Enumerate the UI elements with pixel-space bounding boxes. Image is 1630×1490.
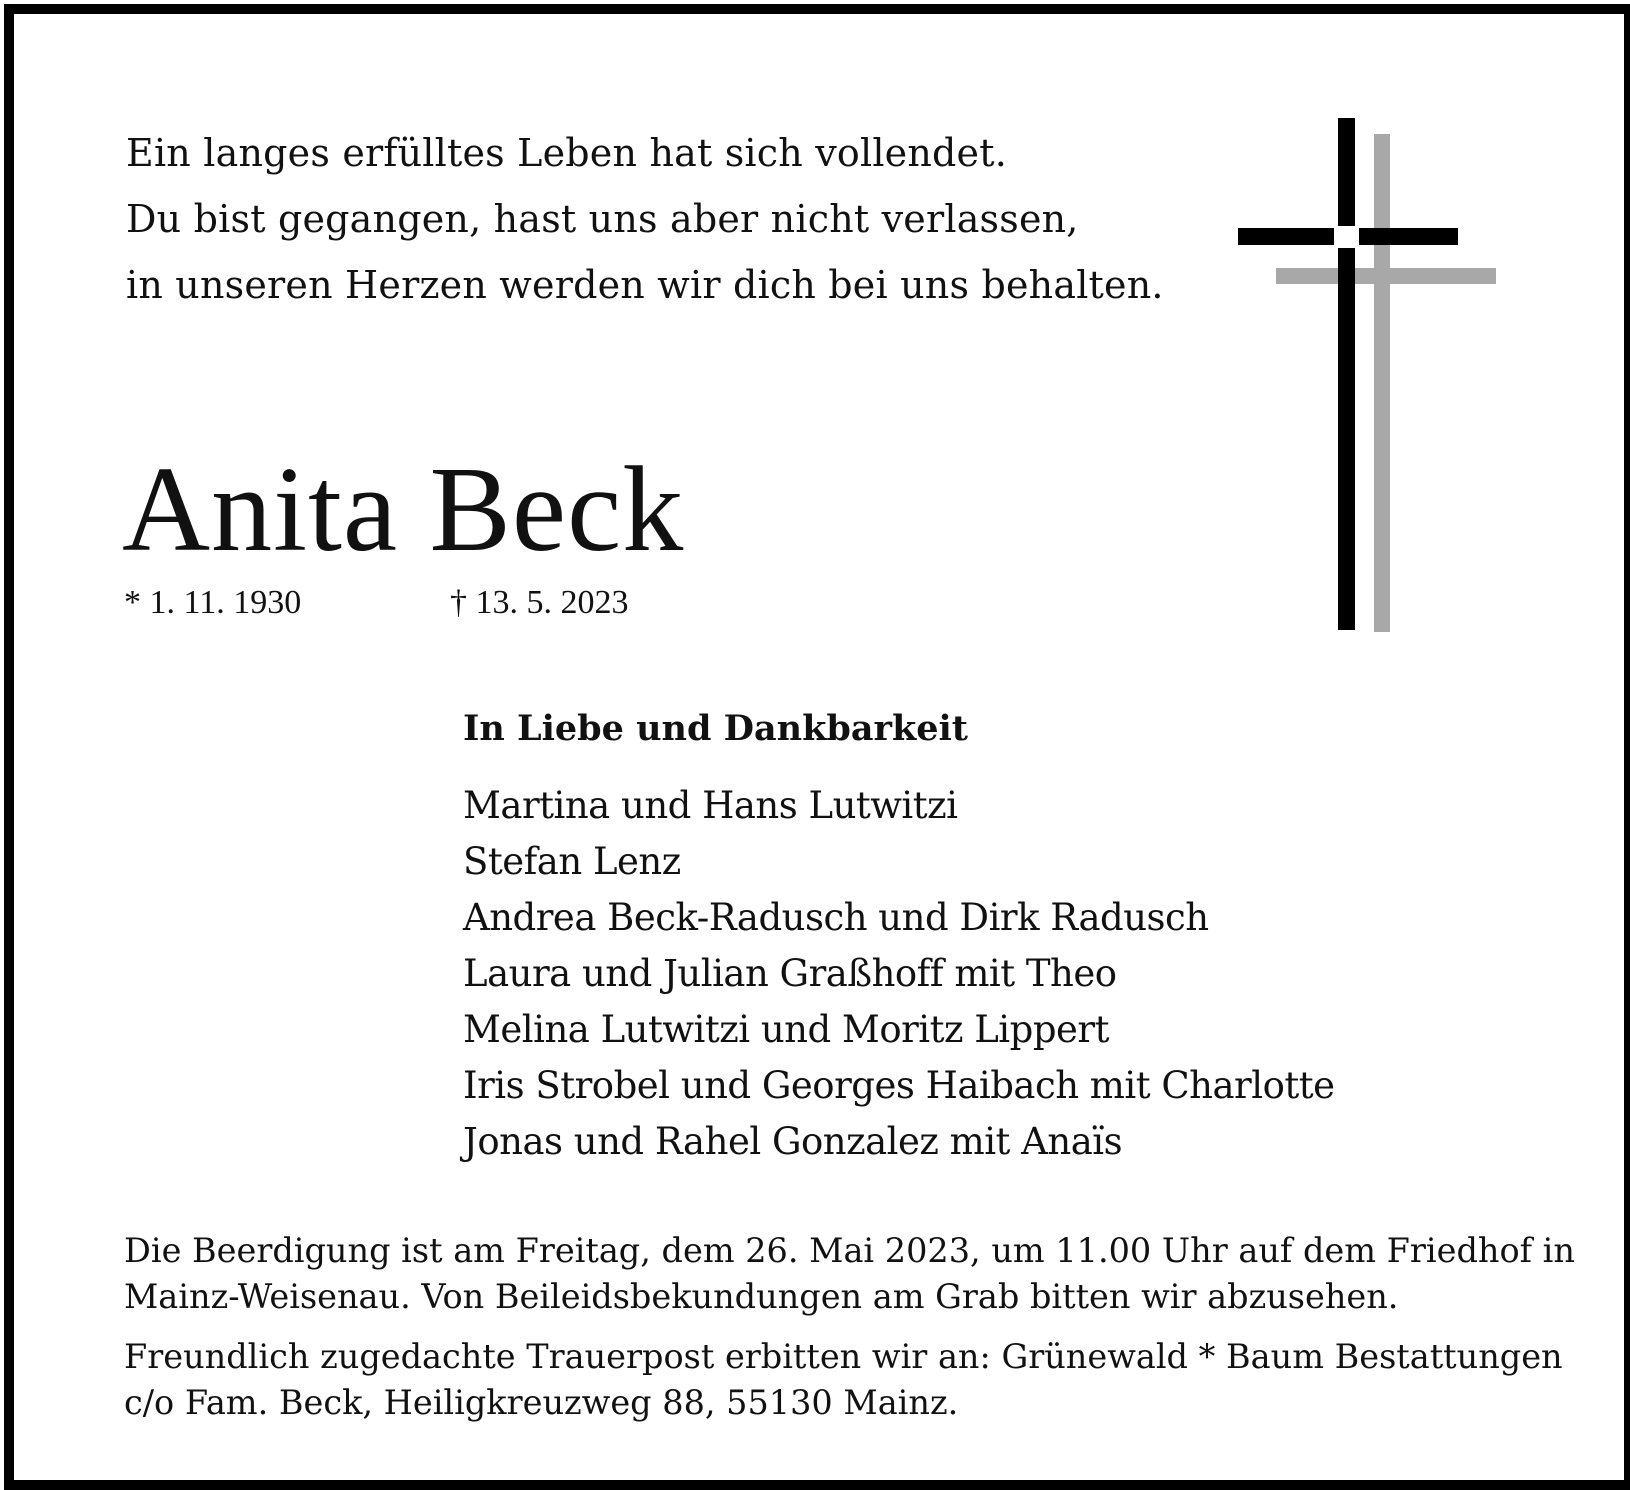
notice-line: Die Beerdigung ist am Freitag, dem 26. Mai 2023, um 11.00 Uhr auf dem Friedhof in	[124, 1231, 1575, 1270]
cross-front-vertical-top	[1338, 118, 1355, 226]
cross-shadow-vertical	[1374, 134, 1390, 632]
cross-front-vertical-bottom	[1338, 248, 1355, 630]
list-item: Martina und Hans Lutwitzi	[463, 784, 958, 827]
cross-front-arm-left	[1238, 228, 1334, 245]
list-item: Andrea Beck-Radusch und Dirk Radusch	[463, 896, 1209, 939]
list-item: Melina Lutwitzi und Moritz Lippert	[463, 1008, 1109, 1051]
mail-notice	[124, 1334, 1563, 1426]
birth-date: * 1. 11. 1930	[124, 584, 302, 621]
memorial-verse	[126, 120, 1164, 318]
verse-line: Ein langes erfülltes Leben hat sich vollendet.	[126, 131, 1007, 175]
funeral-notice	[124, 1228, 1575, 1320]
notice-line: c/o Fam. Beck, Heiligkreuzweg 88, 55130 Mainz.	[124, 1383, 959, 1422]
dedication-heading: In Liebe und Dankbarkeit	[463, 708, 968, 749]
death-date: † 13. 5. 2023	[450, 584, 629, 621]
deceased-name: Anita Beck	[122, 442, 685, 577]
list-item: Jonas und Rahel Gonzalez mit Anaïs	[463, 1120, 1123, 1163]
verse-line: in unseren Herzen werden wir dich bei uns behalten.	[126, 263, 1164, 307]
notice-line: Freundlich zugedachte Trauerpost erbitten wir an: Grünewald * Baum Bestattungen	[124, 1337, 1563, 1376]
list-item: Stefan Lenz	[463, 840, 681, 883]
cross-front-arm-right	[1359, 228, 1458, 245]
cross-shadow-horizontal	[1276, 268, 1496, 284]
mourners-list	[463, 778, 1335, 1170]
notice-line: Mainz-Weisenau. Von Beileidsbekundungen am Grab bitten wir abzusehen.	[124, 1277, 1399, 1316]
cross-icon	[1230, 118, 1510, 648]
verse-line: Du bist gegangen, hast uns aber nicht verlassen,	[126, 197, 1079, 241]
list-item: Laura und Julian Graßhoff mit Theo	[463, 952, 1117, 995]
list-item: Iris Strobel und Georges Haibach mit Charlotte	[463, 1064, 1335, 1107]
